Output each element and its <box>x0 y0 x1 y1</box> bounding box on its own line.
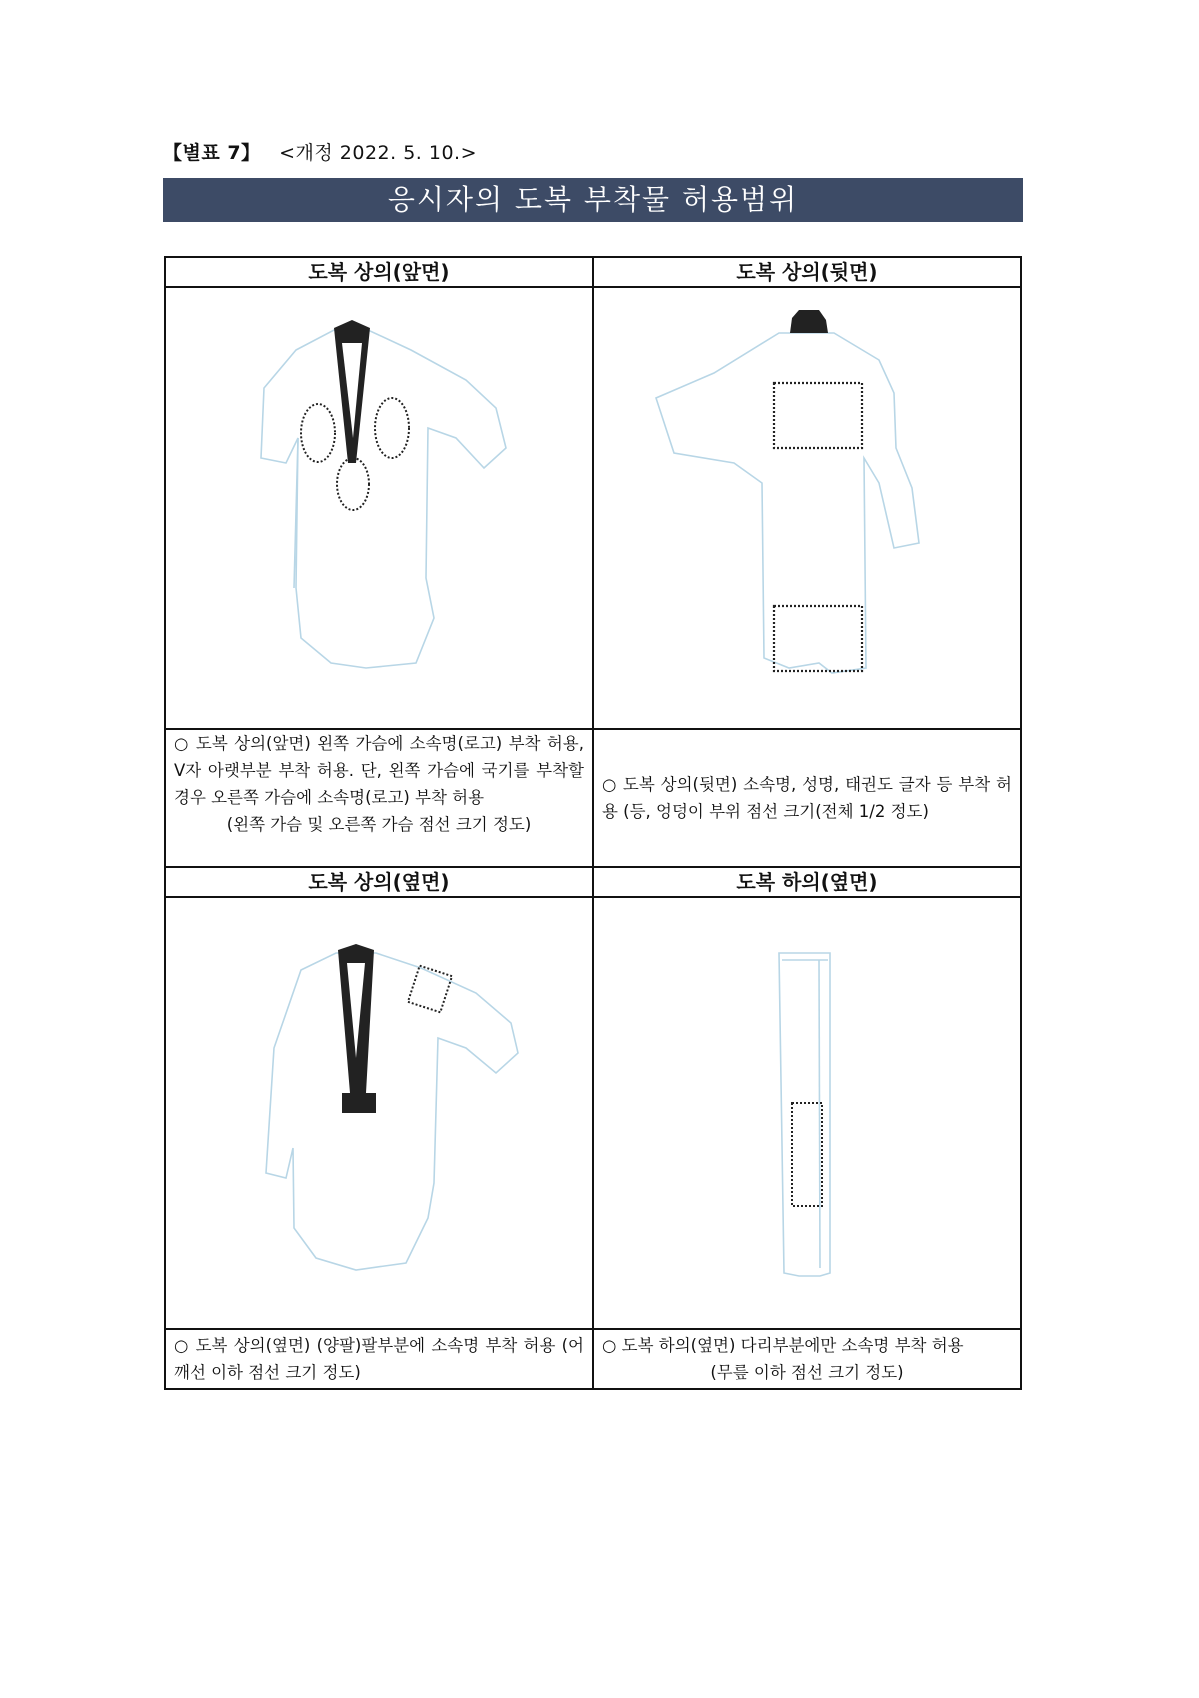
uniform-bottom-side-illustration <box>594 898 1021 1328</box>
image-top-back <box>593 287 1021 729</box>
desc-top-side-cell <box>165 1329 593 1389</box>
desc-top-side-text: ○ 도복 상의(옆면) (양팔)팔부분에 소속명 부착 허용 (어깨선 이하 점선 크기 정도) <box>174 1336 584 1382</box>
desc-top-front-cell <box>165 729 593 867</box>
document-title: 응시자의 도복 부착물 허용범위 <box>163 178 1023 222</box>
image-top-side <box>165 897 593 1329</box>
image-bottom-side <box>593 897 1021 1329</box>
desc-bottom-side-note: (무릎 이하 점선 크기 정도) <box>710 1363 904 1382</box>
heading-top-side: 도복 상의(옆면) <box>165 867 593 897</box>
document-header <box>163 138 477 165</box>
uniform-top-side-illustration <box>166 898 593 1328</box>
desc-bottom-side-text: ○ 도복 하의(옆면) 다리부분에만 소속명 부착 허용 <box>602 1336 964 1355</box>
heading-top-back: 도복 상의(뒷면) <box>593 257 1021 287</box>
desc-top-back-cell <box>593 729 1021 867</box>
desc-top-front-text: ○ 도복 상의(앞면) 왼쪽 가슴에 소속명(로고) 부착 허용, V자 아랫부분 부착 허용. 단, 왼쪽 가슴에 국기를 부착할 경우 오른쪽 가슴에 소속명(로고) 부착 허용 <box>174 734 584 807</box>
heading-bottom-side: 도복 하의(옆면) <box>593 867 1021 897</box>
uniform-top-back-illustration <box>594 288 1021 728</box>
desc-bottom-side-cell <box>593 1329 1021 1389</box>
annex-label: 【별표 7】 <box>163 142 261 164</box>
desc-top-back-text: ○ 도복 상의(뒷면) 소속명, 성명, 태권도 글자 등 부착 허용 (등, 엉덩이 부위 점선 크기(전체 1/2 정도) <box>602 775 1012 821</box>
uniform-table <box>164 256 1022 1390</box>
uniform-top-front-illustration <box>166 288 593 728</box>
revision-date: <개정 2022. 5. 10.> <box>279 142 477 164</box>
heading-top-front: 도복 상의(앞면) <box>165 257 593 287</box>
desc-top-front-note: (왼쪽 가슴 및 오른쪽 가슴 점선 크기 정도) <box>226 815 532 834</box>
image-top-front <box>165 287 593 729</box>
